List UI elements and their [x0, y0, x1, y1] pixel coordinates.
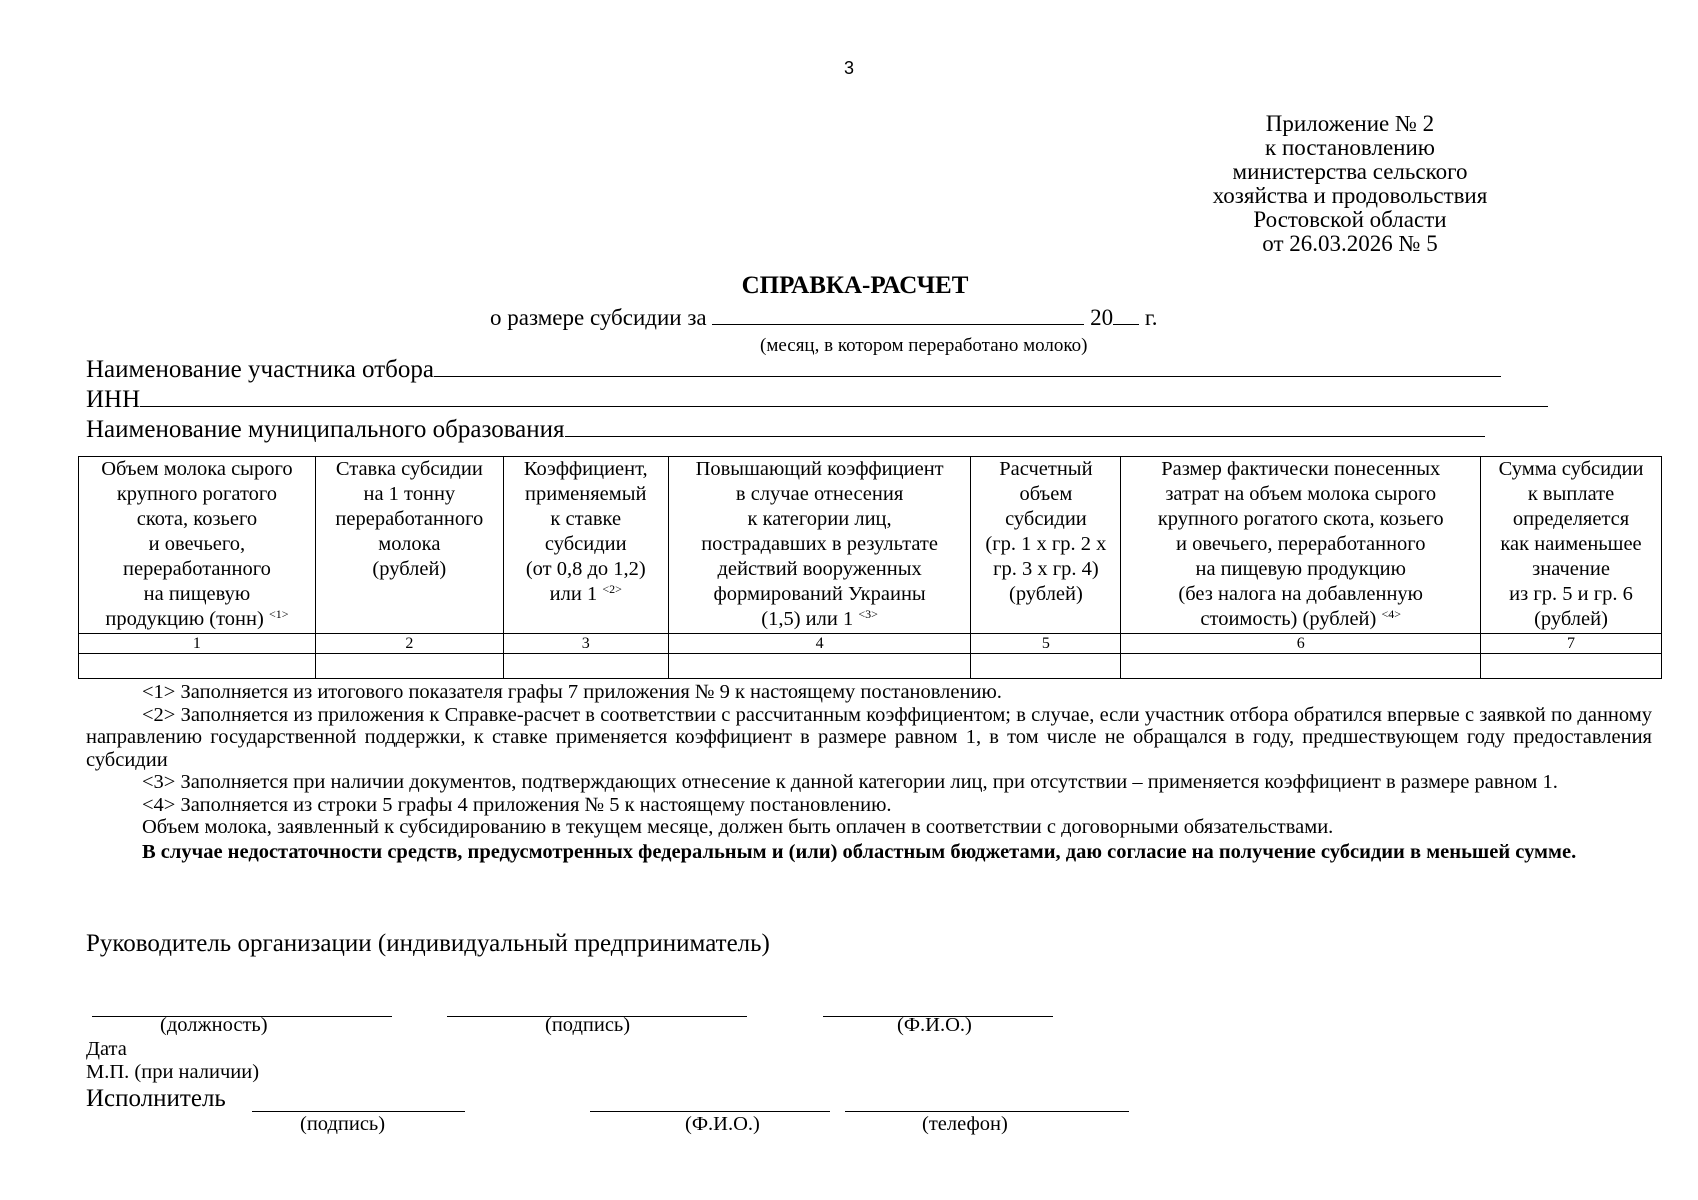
data-cell[interactable]: [1481, 654, 1662, 679]
signature-caption: (подпись): [545, 1014, 631, 1036]
participant-label: Наименование участника отбора: [86, 356, 434, 383]
column-header: Размер фактически понесенных затрат на объем молока сырого крупного рогатого скота, козьего и овечьего, переработанного на пищевую продукцию (без налога на добавленную стоимость) (рублей) $^{<4>}$: [1121, 457, 1481, 634]
appendix-line: от 26.03.2026 № 5: [1262, 231, 1438, 256]
document-subtitle: [490, 304, 1157, 331]
inn-field: [86, 386, 1548, 414]
municipality-blank[interactable]: [565, 416, 1485, 437]
participant-field: [86, 356, 1501, 384]
stamp-label: М.П. (при наличии): [86, 1061, 260, 1083]
executor-signature-line[interactable]: [252, 1111, 465, 1112]
calculation-table: [78, 456, 1662, 679]
footnote-ref: <1>: [268, 607, 289, 621]
appendix-line: к постановлению: [1265, 135, 1435, 160]
data-cell[interactable]: [1121, 654, 1481, 679]
executor-label: Исполнитель: [86, 1085, 226, 1112]
data-cell[interactable]: [503, 654, 668, 679]
data-cell[interactable]: [971, 654, 1121, 679]
column-number: 1: [79, 634, 316, 654]
year-suffix: г.: [1144, 305, 1158, 330]
appendix-line: Ростовской области: [1253, 207, 1447, 232]
footnote: <1> Заполняется из итогового показателя графы 7 приложения № 9 к настоящему постановлению.: [142, 681, 1002, 703]
name-caption: (Ф.И.О.): [897, 1014, 972, 1036]
data-cell[interactable]: [668, 654, 971, 679]
footnote-ref: <3>: [858, 607, 878, 621]
column-number: 4: [668, 634, 971, 654]
column-header: Сумма субсидии к выплате определяется как наименьшее значение из гр. 5 и гр. 6 (рублей): [1481, 457, 1662, 634]
appendix-line: министерства сельского: [1232, 159, 1468, 184]
municipality-label: Наименование муниципального образования: [86, 416, 565, 443]
consent-note: В случае недостаточности средств, предусмотренных федеральным и (или) областным бюджетами, даю согласие на получение субсидии в меньшей сумме.: [142, 840, 1577, 863]
executor-name-line[interactable]: [590, 1111, 830, 1112]
column-header: Коэффициент, применяемый к ставке субсидии (от 0,8 до 1,2) или 1 $^{<2>}$: [503, 457, 668, 634]
appendix-line: Приложение № 2: [1265, 111, 1435, 136]
table-data-row: [79, 654, 1662, 679]
column-number: 3: [503, 634, 668, 654]
inn-blank[interactable]: [140, 386, 1548, 407]
appendix-line: хозяйства и продовольствия: [1212, 183, 1488, 208]
executor-phone-line[interactable]: [845, 1111, 1129, 1112]
footnotes: [86, 681, 1652, 863]
head-title: Руководитель организации (индивидуальный предприниматель): [86, 930, 770, 957]
footnote: <2> Заполняется из приложения к Справке-расчет в соответствии с рассчитанным коэффициентом; в случае, если участник отбора обратился впервые с заявкой по данному направлению государственной поддержки, к ставке применяется коэффициент в размере равном 1, в том числе не обращался в году, предшествующем году предоставления субсидии: [86, 703, 1652, 771]
document-title: СПРАВКА-РАСЧЕТ: [741, 272, 969, 299]
executor-name-caption: (Ф.И.О.): [685, 1113, 760, 1135]
executor-phone-caption: (телефон): [922, 1113, 1008, 1135]
footnote: <3> Заполняется при наличии документов, подтверждающих отнесение к данной категории лиц, при отсутствии – применяется коэффициент в размере равном 1.: [142, 771, 1558, 793]
date-label: Дата: [86, 1038, 127, 1060]
table-header-row: [79, 457, 1662, 634]
data-cell[interactable]: [79, 654, 316, 679]
inn-label: ИНН: [86, 386, 141, 413]
column-number: 5: [971, 634, 1121, 654]
data-cell[interactable]: [315, 654, 503, 679]
month-hint: (месяц, в котором переработано молоко): [760, 335, 1088, 356]
footnote-ref: <4>: [1381, 607, 1402, 621]
month-blank[interactable]: [712, 304, 1084, 325]
municipality-field: [86, 416, 1485, 444]
appendix-header: [1140, 112, 1560, 256]
page-number: 3: [843, 58, 854, 78]
footnote: <4> Заполняется из строки 5 графы 4 приложения № 5 к настоящему постановлению.: [142, 793, 892, 816]
column-number: 6: [1121, 634, 1481, 654]
column-number: 7: [1481, 634, 1662, 654]
column-header: Повышающий коэффициент в случае отнесения к категории лиц, пострадавших в результате действий вооруженных формирований Украины (1,5) или 1 $^{<3>}$: [668, 457, 971, 634]
payment-note: Объем молока, заявленный к субсидированию в текущем месяце, должен быть оплачен в соответствии с договорными обязательствами.: [142, 816, 1334, 838]
executor-signature-caption: (подпись): [300, 1113, 386, 1135]
year-blank[interactable]: [1113, 304, 1139, 325]
participant-blank[interactable]: [434, 356, 1501, 377]
column-number: 2: [315, 634, 503, 654]
column-header: Объем молока сырого крупного рогатого скота, козьего и овечьего, переработанного на пищевую продукцию (тонн) $^{<1>}$: [79, 457, 316, 634]
column-number-row: [79, 634, 1662, 654]
column-header: Расчетный объем субсидии (гр. 1 х гр. 2 х гр. 3 х гр. 4) (рублей): [971, 457, 1121, 634]
subtitle-prefix: о размере субсидии за: [490, 305, 707, 330]
column-header: Ставка субсидии на 1 тонну переработанного молока (рублей): [315, 457, 503, 634]
footnote-ref: <2>: [602, 582, 622, 596]
position-caption: (должность): [160, 1014, 268, 1036]
year-prefix: 20: [1090, 305, 1114, 330]
